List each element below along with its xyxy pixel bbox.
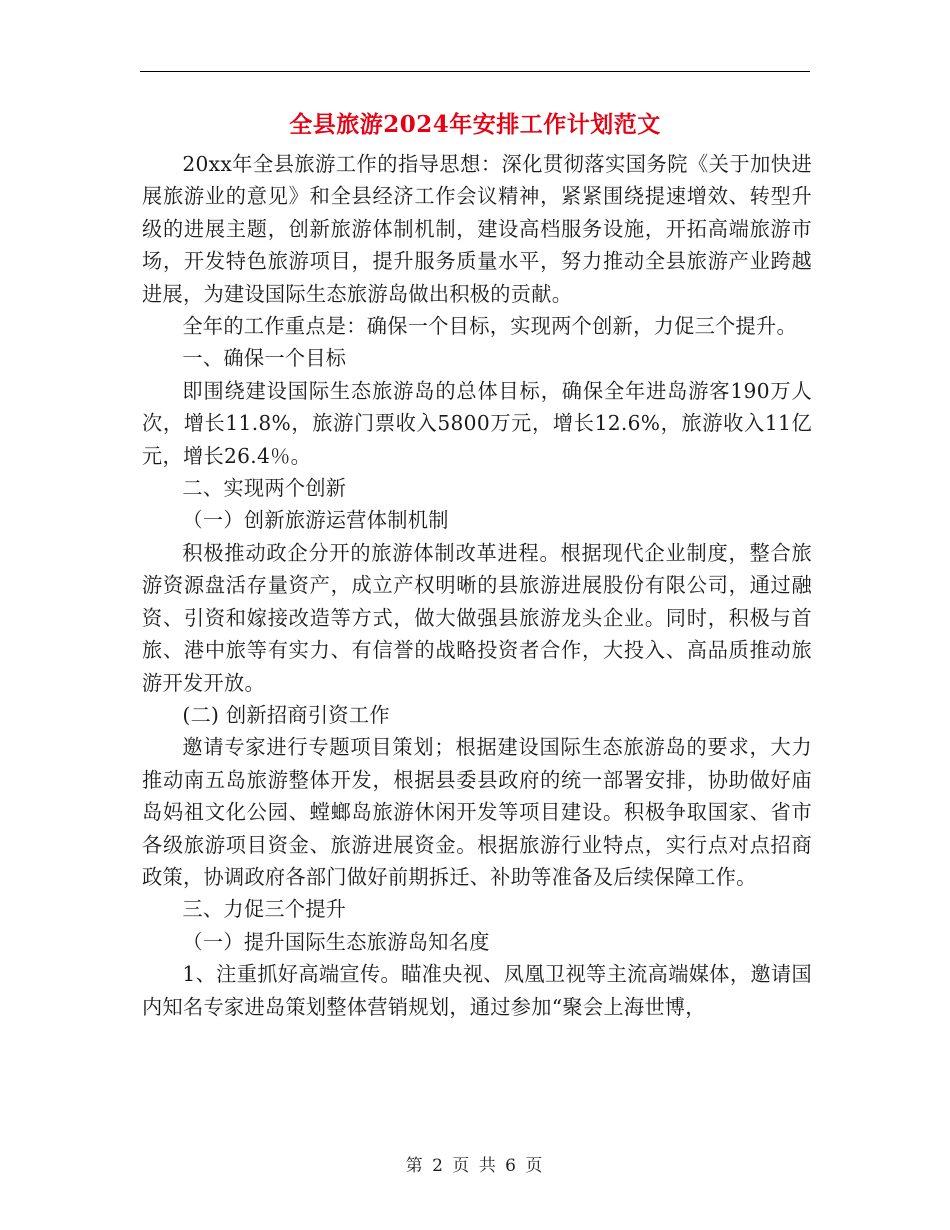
paragraph-investment: 邀请专家进行专题项目策划；根据建设国际生态旅游岛的要求，大力推动南五岛旅游整体开发，根据县委县政府的统一部署安排，协助做好庙岛妈祖文化公园、螳螂岛旅游休闲开发等项目建设。积极争取国家、省市各级旅游项目资金、旅游进展资金。根据旅游行业特点，实行点对点招商政策，协调政府各部门做好前期拆迁、补助等准备及后续保障工作。 <box>142 735 812 889</box>
page-number: 第 2 页 共 6 页 <box>405 1156 545 1176</box>
document-body <box>142 148 812 1023</box>
header-rule <box>140 71 810 72</box>
section-heading-2: 二、实现两个创新 <box>182 476 347 501</box>
paragraph-work-focus: 全年的工作重点是：确保一个目标，实现两个创新，力促三个提升。 <box>182 314 798 339</box>
section-heading-1: 一、确保一个目标 <box>182 346 347 371</box>
paragraph-system-reform: 积极推动政企分开的旅游体制改革进程。根据现代企业制度，整合旅游资源盘活存量资产，成立产权明晰的县旅游进展股份有限公司，通过融资、引资和嫁接改造等方式，做大做强县旅游龙头企业。同时，积极与首旅、港中旅等有实力、有信誉的战略投资者合作，大投入、高品质推动旅游开发开放。 <box>142 540 812 695</box>
paragraph-guiding-ideology: 20xx年全县旅游工作的指导思想：深化贯彻落实国务院《关于加快进展旅游业的意见》和全县经济工作会议精神，紧紧围绕提速增效、转型升级的进展主题，创新旅游体制机制，建设高档服务设施，开拓高端旅游市场，开发特色旅游项目，提升服务质量水平，努力推动全县旅游产业跨越进展，为建设国际生态旅游岛做出积极的贡献。 <box>142 152 812 306</box>
section-heading-3: 三、力促三个提升 <box>182 897 347 922</box>
paragraph-publicity: 1、注重抓好高端宣传。瞄准央视、凤凰卫视等主流高端媒体，邀请国内知名专家进岛策划整体营销规划，通过参加“聚会上海世博， <box>142 962 812 1019</box>
subsection-heading-3-1: （一）提升国际生态旅游岛知名度 <box>182 929 490 954</box>
document-title: 全县旅游2024年安排工作计划范文 <box>289 111 661 138</box>
paragraph-targets: 即围绕建设国际生态旅游岛的总体目标，确保全年进岛游客190万人次，增长11.8%，旅游门票收入5800万元，增长12.6%，旅游收入11亿元，增长26.4％。 <box>142 378 812 468</box>
subsection-heading-2-1: （一）创新旅游运营体制机制 <box>182 508 449 533</box>
subsection-heading-2-2: (二) 创新招商引资工作 <box>182 702 390 727</box>
